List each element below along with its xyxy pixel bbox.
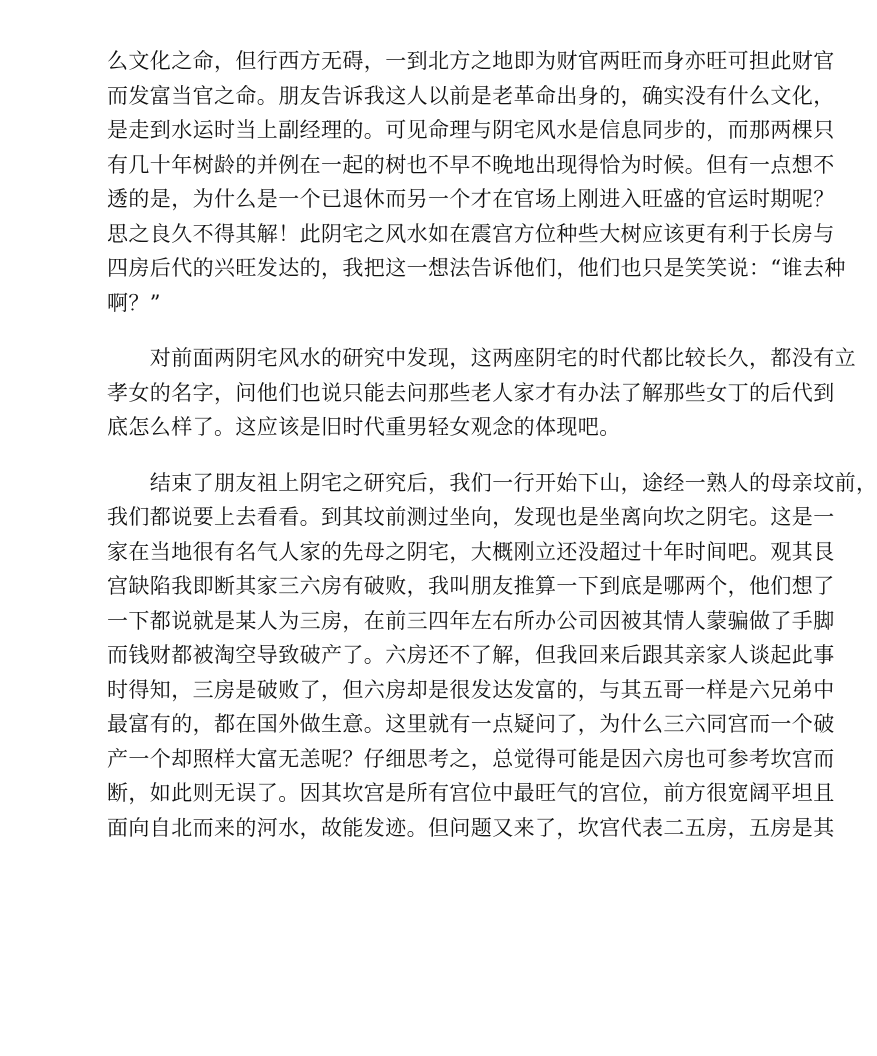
text-line: 底怎么样了。这应该是旧时代重男轻女观念的体现吧。	[107, 415, 621, 439]
text-line: 而钱财都被淘空导致破产了。六房还不了解，但我回来后跟其亲家人谈起此事	[107, 643, 835, 667]
text-line: 结束了朋友祖上阴宅之研究后，我们一行开始下山，途经一熟人的母亲坟前，	[107, 470, 877, 495]
text-line: 面向自北而来的河水，故能发迹。但问题又来了，坎宫代表二五房，五房是其	[107, 815, 835, 840]
paragraph-spacer	[107, 320, 709, 341]
text-line: 一下都说就是某人为三房，在前三四年左右所办公司因被其情人蒙骗做了手脚	[107, 608, 835, 633]
text-line: 家在当地很有名气人家的先母之阴宅，大概刚立还没超过十年时间吧。观其艮	[107, 539, 835, 564]
text-line: 我们都说要上去看看。到其坟前测过坐向，发现也是坐离向坎之阴宅。这是一	[107, 505, 835, 529]
text-line: 而发富当官之命。朋友告诉我这人以前是老革命出身的，确实没有什么文化，	[107, 83, 835, 108]
text-line: 产一个却照样大富无恙呢？仔细思考之，总觉得可能是因六房也可参考坎宫而	[107, 746, 835, 771]
text-line: 么文化之命，但行西方无碍，一到北方之地即为财官两旺而身亦旺可担此财官	[107, 49, 835, 73]
text-line: 是走到水运时当上副经理的。可见命理与阴宅风水是信息同步的，而那两棵只	[107, 118, 835, 142]
text-line: 思之良久不得其解！此阴宅之风水如在震宫方位种些大树应该更有利于长房与	[107, 221, 835, 246]
text-line: 宫缺陷我即断其家三六房有破败，我叫朋友推算一下到底是哪两个，他们想了	[107, 574, 835, 598]
text-line: 有几十年树龄的并例在一起的树也不早不晚地出现得恰为时候。但有一点想不	[107, 152, 835, 177]
text-line: 时得知，三房是破败了，但六房却是很发达发富的，与其五哥一样是六兄弟中	[107, 677, 835, 702]
text-line: 孝女的名字，问他们也说只能去问那些老人家才有办法了解那些女丁的后代到	[107, 380, 835, 405]
text-line: 断，如此则无误了。因其坎宫是所有宫位中最旺气的宫位，前方很宽阔平坦且	[107, 781, 835, 805]
text-line: 啊？”	[107, 290, 161, 315]
paragraph-2	[107, 341, 856, 445]
text-line: 对前面两阴宅风水的研究中发现，这两座阴宅的时代都比较长久，都没有立	[107, 346, 856, 370]
text-line: 透的是，为什么是一个已退休而另一个才在官场上刚进入旺盛的官运时期呢？	[107, 187, 835, 211]
document-page	[107, 44, 877, 845]
text-line: 四房后代的兴旺发达的，我把这一想法告诉他们，他们也只是笑笑说：“谁去种	[107, 256, 846, 280]
paragraph-3	[107, 466, 877, 846]
paragraph-spacer	[107, 445, 709, 466]
text-line: 最富有的，都在国外做生意。这里就有一点疑问了，为什么三六同宫而一个破	[107, 712, 835, 736]
paragraph-1	[107, 44, 846, 320]
